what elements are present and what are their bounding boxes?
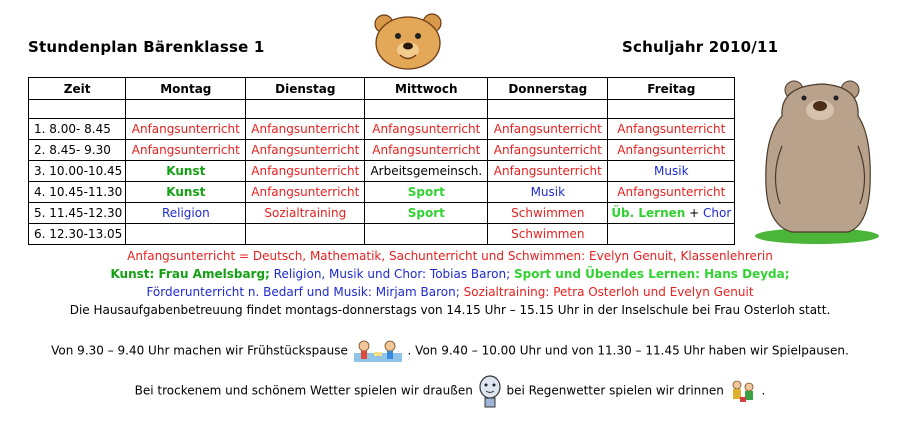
lesson-cell: Anfangsunterricht [246,161,365,182]
lesson-cell: Anfangsunterricht [608,140,735,161]
col-header-dienstag: Dienstag [246,78,365,100]
table-row [29,203,735,224]
lesson-uebendes-lernen: Üb. Lernen [611,206,686,220]
lesson-cell: Anfangsunterricht [126,119,246,140]
legend-period: . [761,383,766,398]
time-cell: 5. 11.45-12.30 [29,203,126,224]
lesson-cell: Anfangsunterricht [608,182,735,203]
lesson-cell: Anfangsunterricht [488,161,608,182]
legend-hausaufgaben: Die Hausaufgabenbetreuung findet montags-donnerstags von 14.15 Uhr – 15.15 Uhr in der Inselschule bei Frau Osterloh statt. [69,303,831,317]
legend-fruehstueck: Von 9.30 – 9.40 Uhr machen wir Frühstückspause [51,343,348,358]
schedule-table [28,77,735,245]
time-cell: 3. 10.00-10.45 [29,161,126,182]
legend-drinnen: bei Regenwetter spielen wir drinnen [506,383,724,398]
col-header-montag: Montag [126,78,246,100]
lesson-cell [246,224,365,245]
table-row [29,224,735,245]
legend-spielpausen: . Von 9.40 – 10.00 Uhr und von 11.30 – 11.45 Uhr haben wir Spielpausen. [407,343,849,358]
lesson-cell: Musik [608,161,735,182]
legend-sozialtraining: Sozialtraining: Petra Osterloh und Evelyn Genuit [463,285,754,299]
lesson-cell [365,224,488,245]
col-header-mittwoch: Mittwoch [365,78,488,100]
breakfast-kids-icon [352,339,404,363]
table-row [29,161,735,182]
lesson-cell: Kunst [126,161,246,182]
legend-weather-line [0,374,900,408]
table-header-row [29,78,735,100]
lesson-cell: Anfangsunterricht [608,119,735,140]
lesson-cell [608,224,735,245]
legend-kunst: Kunst: Frau Amelsbarg; [110,267,270,281]
legend-teachers-line [0,267,900,281]
time-cell: 1. 8.00- 8.45 [29,119,126,140]
kids-indoor-icon [728,379,758,403]
lesson-cell: Anfangsunterricht [246,182,365,203]
lesson-cell: Kunst [126,182,246,203]
lesson-cell: Anfangsunterricht [246,119,365,140]
lesson-cell: Religion [126,203,246,224]
lesson-cell [608,203,735,224]
lesson-cell: Sport [365,182,488,203]
bear-figure-icon [752,76,882,244]
lesson-cell: Anfangsunterricht [246,140,365,161]
lesson-plus-sign: + [689,206,700,220]
legend-anfangsunterricht: Anfangsunterricht = Deutsch, Mathematik, Sachunterricht und Schwimmen: Evelyn Genuit, Klassenlehrerin [127,249,773,263]
lesson-cell [126,224,246,245]
lesson-cell: Schwimmen [488,203,608,224]
legend-pausen-line [0,339,900,363]
child-outdoor-icon [477,374,503,408]
col-header-donnerstag: Donnerstag [488,78,608,100]
lesson-cell: Schwimmen [488,224,608,245]
legend-sport: Sport und Übendes Lernen: Hans Deyda; [513,267,790,281]
lesson-cell: Sport [365,203,488,224]
table-row [29,119,735,140]
lesson-cell: Musik [488,182,608,203]
legend-foerder-line [0,285,900,299]
school-year: Schuljahr 2010/11 [622,38,779,56]
page-title: Stundenplan Bärenklasse 1 [28,38,265,56]
lesson-cell: Arbeitsgemeinsch. [365,161,488,182]
time-cell: 2. 8.45- 9.30 [29,140,126,161]
lesson-cell: Anfangsunterricht [126,140,246,161]
legend-foerderunterricht: Förderunterricht n. Bedarf und Musik: Mirjam Baron; [146,285,460,299]
bear-head-icon [368,10,448,72]
col-header-freitag: Freitag [608,78,735,100]
table-row [29,140,735,161]
col-header-zeit: Zeit [29,78,126,100]
lesson-cell: Anfangsunterricht [488,140,608,161]
lesson-cell: Anfangsunterricht [365,140,488,161]
table-row [29,182,735,203]
legend-draussen: Bei trockenem und schönem Wetter spielen wir draußen [134,383,473,398]
lesson-cell: Anfangsunterricht [365,119,488,140]
time-cell: 6. 12.30-13.05 [29,224,126,245]
lesson-cell: Anfangsunterricht [488,119,608,140]
legend-religion: Religion, Musik und Chor: Tobias Baron; [273,267,511,281]
lesson-chor: Chor [703,206,732,220]
table-spacer-row [29,100,735,119]
time-cell: 4. 10.45-11.30 [29,182,126,203]
lesson-cell: Sozialtraining [246,203,365,224]
